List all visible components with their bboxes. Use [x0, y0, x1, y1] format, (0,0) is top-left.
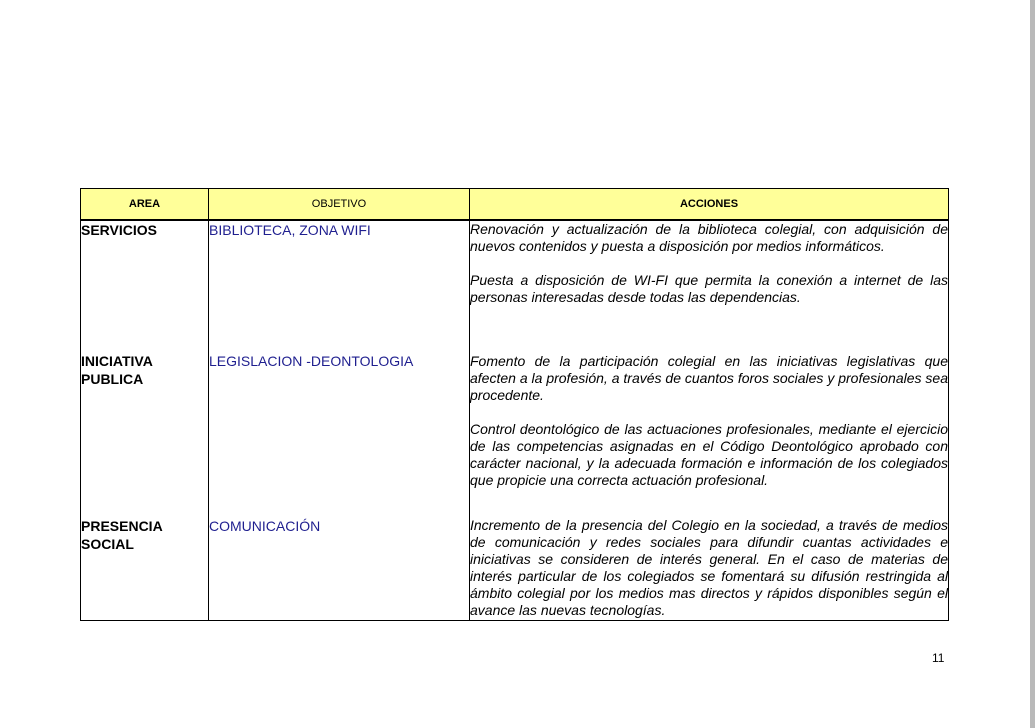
area-cell — [81, 517, 209, 621]
page-edge — [1030, 0, 1035, 728]
accion-paragraph: Renovación y actualización de la biblioteca colegial, con adquisición de nuevos contenidos y puesta a disposición por medios informáticos. — [470, 221, 948, 254]
accion-paragraph: Control deontológico de las actuaciones profesionales, mediante el ejercicio de las competencias asignadas en el Código Deontológico aprobado con carácter nacional, y la adecuada formación e información de los colegiados que propicie una correcta actuación profesional. — [470, 421, 948, 488]
area-label: SERVICIOS — [81, 222, 157, 238]
header-area: AREA — [81, 189, 209, 221]
header-objetivo: OBJETIVO — [209, 189, 470, 221]
area-label-line1: INICIATIVA — [81, 353, 153, 369]
acciones-cell — [470, 517, 949, 621]
area-cell — [81, 352, 209, 517]
acciones-cell — [470, 352, 949, 517]
acciones-cell — [470, 220, 949, 352]
accion-paragraph: Puesta a disposición de WI-FI que permita la conexión a internet de las personas interesadas desde todas las dependencias. — [470, 272, 948, 305]
action-plan-table — [80, 188, 949, 621]
area-cell — [81, 220, 209, 352]
accion-paragraph: Fomento de la participación colegial en las iniciativas legislativas que afecten a la profesión, a través de cuantos foros sociales y profesionales sea procedente. — [470, 353, 948, 403]
table-row — [81, 352, 949, 517]
objetivo-label: BIBLIOTECA, ZONA WIFI — [209, 222, 371, 238]
area-label-line2: SOCIAL — [81, 536, 134, 552]
page-number: 11 — [932, 651, 945, 665]
area-label-line1: PRESENCIA — [81, 518, 163, 534]
objetivo-cell — [209, 352, 470, 517]
accion-paragraph: Incremento de la presencia del Colegio en la sociedad, a través de medios de comunicación y redes sociales para difundir cuantas actividades e iniciativas se consideren de interés general. En el caso de materias de interés particular de los colegiados se fomentará su difusión restringida al ámbito colegial por los medios mas directos y rápidos disponibles según el avance las nuevas tecnologías. — [470, 517, 948, 618]
objetivo-label: LEGISLACION -DEONTOLOGIA — [209, 353, 414, 369]
header-acciones: ACCIONES — [470, 189, 949, 221]
objetivo-label: COMUNICACIÓN — [209, 518, 321, 534]
objetivo-cell — [209, 220, 470, 352]
table-row — [81, 220, 949, 352]
area-label-line2: PUBLICA — [81, 371, 144, 387]
table-row — [81, 517, 949, 621]
table-header — [81, 189, 949, 221]
objetivo-cell — [209, 517, 470, 621]
